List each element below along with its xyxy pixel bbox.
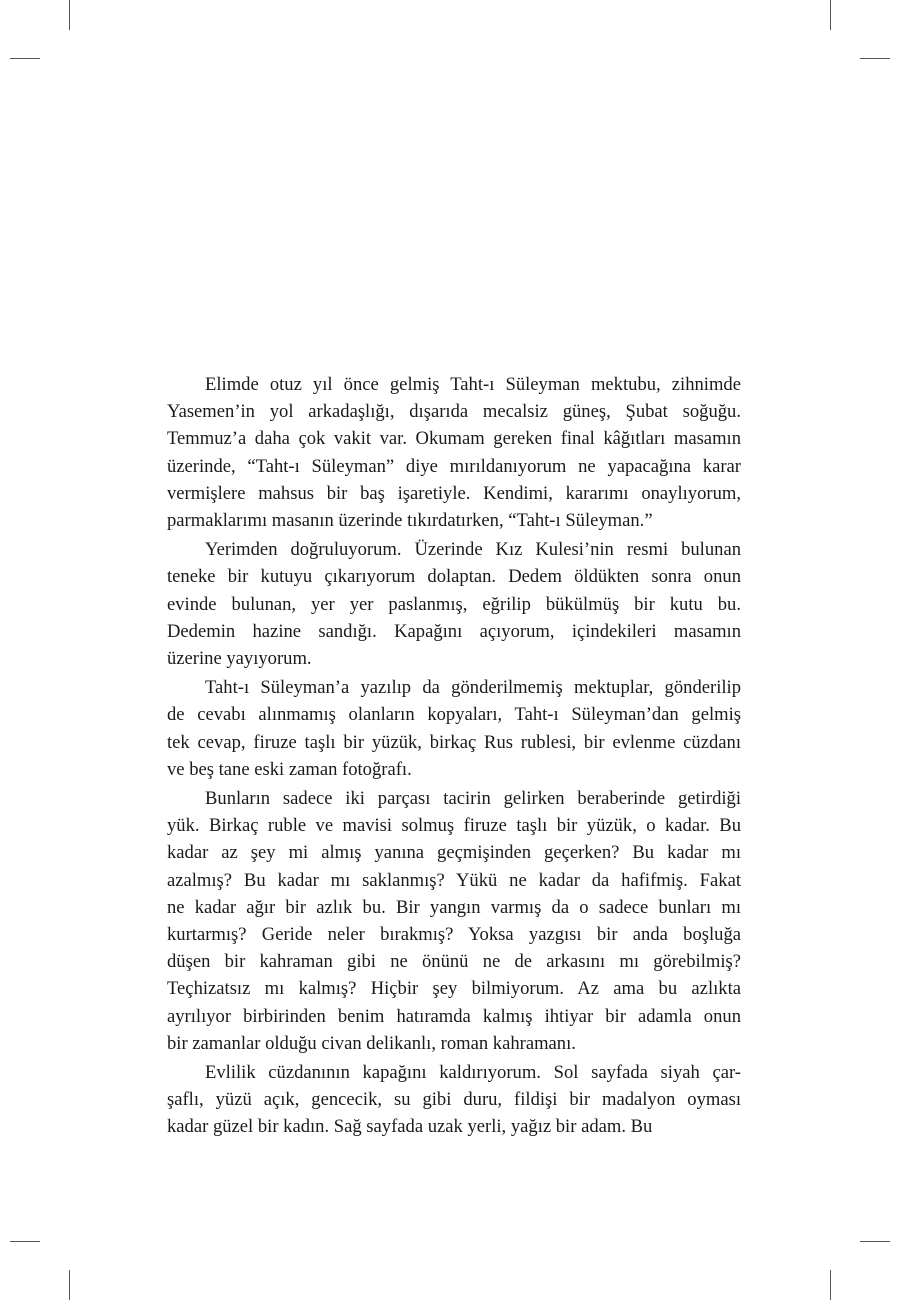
text-line: ayrılıyor birbirinden benim hatıramda kalmış ihtiyar bir adamla onun [167, 1005, 741, 1027]
text-line: Yasemen’in yol arkadaşlığı, dışarıda mecalsiz güneş, Şubat soğuğu. [167, 401, 741, 423]
text-line: kadar az şey mi almış yanına geçmişinden geçerken? Bu kadar mı [167, 842, 741, 864]
text-line: kurtarmış? Geride neler bırakmış? Yoksa yazgısı bir anda boşluğa [167, 924, 741, 946]
text-line: Taht-ı Süleyman’a yazılıp da gönderilmemiş mektuplar, gönderilip [205, 677, 741, 699]
paragraph [167, 785, 741, 1057]
crop-mark-right-top [860, 58, 890, 59]
crop-mark-right-bottom [860, 1241, 890, 1242]
text-line: Elimde otuz yıl önce gelmiş Taht-ı Süleyman mektubu, zihnimde [205, 374, 741, 395]
text-line: teneke bir kutuyu çıkarıyorum dolaptan. Dedem öldükten sonra onun [167, 566, 741, 588]
text-line: düşen bir kahraman gibi ne önünü ne de arkasını mı görebilmiş? [167, 951, 741, 973]
text-line: azalmış? Bu kadar mı saklanmış? Yükü ne kadar da hafifmiş. Fakat [167, 869, 741, 891]
text-line: Evlilik cüzdanının kapağını kaldırıyorum. Sol sayfada siyah çar- [205, 1062, 741, 1084]
text-line: ve beş tane eski zaman fotoğrafı. [167, 758, 412, 780]
crop-mark-top-right [830, 0, 831, 30]
text-line: Teçhizatsız mı kalmış? Hiçbir şey bilmiyorum. Az ama bu azlıkta [167, 978, 741, 1000]
text-line: Bunların sadece iki parçası tacirin gelirken beraberinde getirdiği [205, 788, 741, 810]
text-line: tek cevap, firuze taşlı bir yüzük, birkaç Rus rublesi, bir evlenme cüzdanı [167, 731, 741, 753]
text-line: Yerimden doğruluyorum. Üzerinde Kız Kulesi’nin resmi bulunan [205, 539, 741, 561]
crop-mark-bottom-right [830, 1270, 831, 1300]
text-line: ne kadar ağır bir azlık bu. Bir yangın varmış da o sadece bunları mı [167, 896, 741, 918]
text-line: bir zamanlar olduğu civan delikanlı, roman kahramanı. [167, 1032, 576, 1054]
text-line: üzerinde, “Taht-ı Süleyman” diye mırıldanıyorum ne yapacağına karar [167, 455, 741, 477]
paragraph [167, 1059, 741, 1141]
crop-mark-bottom-left [69, 1270, 70, 1300]
paragraph [167, 674, 741, 783]
text-line: şaflı, yüzü açık, gencecik, su gibi duru, fildişi bir madalyon oyması [167, 1089, 741, 1111]
text-line: üzerine yayıyorum. [167, 648, 312, 670]
paragraph [167, 536, 741, 672]
text-line: yük. Birkaç ruble ve mavisi solmuş firuze taşlı bir yüzük, o kadar. Bu [167, 815, 741, 837]
text-line: evinde bulunan, yer yer paslanmış, eğrilip bükülmüş bir kutu bu. [167, 593, 741, 615]
body-text [167, 371, 741, 1143]
text-line: vermişlere mahsus bir baş işaretiyle. Kendimi, kararımı onaylıyorum, [167, 482, 741, 504]
text-line: de cevabı alınmamış olanların kopyaları, Taht-ı Süleyman’dan gelmiş [167, 704, 741, 726]
paragraph [167, 371, 741, 534]
text-line: Dedemin hazine sandığı. Kapağını açıyorum, içindekileri masamın [167, 620, 741, 642]
crop-mark-left-top [10, 58, 40, 59]
text-line: kadar güzel bir kadın. Sağ sayfada uzak yerli, yağız bir adam. Bu [167, 1116, 653, 1138]
crop-mark-top-left [69, 0, 70, 30]
text-line: parmaklarımı masanın üzerinde tıkırdatırken, “Taht-ı Süleyman.” [167, 510, 653, 532]
text-line: Temmuz’a daha çok vakit var. Okumam gereken final kâğıtları masamın [167, 428, 741, 450]
crop-mark-left-bottom [10, 1241, 40, 1242]
